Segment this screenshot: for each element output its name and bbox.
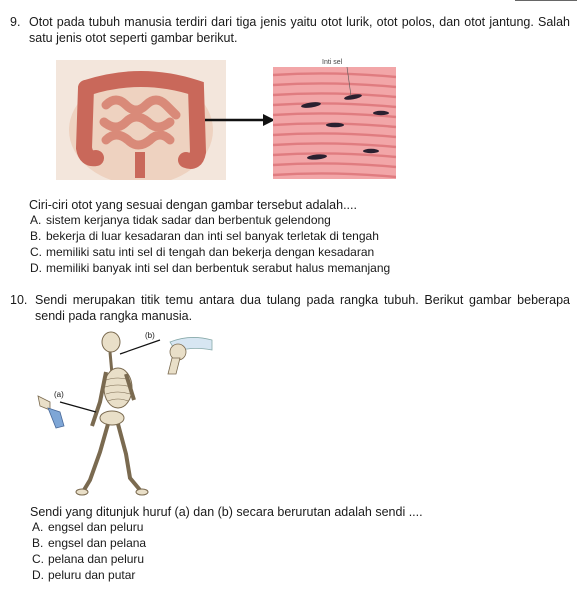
pointer-a xyxy=(60,402,96,412)
question-text: Otot pada tubuh manusia terdiri dari tiga jenis yaitu otot lurik, otot polos, dan otot jantung. Salah satu jenis otot seperti gambar berikut. xyxy=(29,15,570,45)
top-border-line xyxy=(515,0,577,1)
leg-left xyxy=(84,424,108,490)
question-9 xyxy=(10,14,570,46)
question-10 xyxy=(10,292,570,324)
pelvis xyxy=(100,411,124,425)
elbow-joint-inset xyxy=(38,396,64,428)
q10-option-c[interactable]: C. pelana dan peluru xyxy=(32,552,145,566)
skull xyxy=(102,332,120,352)
question-number: 10. xyxy=(10,293,28,307)
muscle-tissue-figure xyxy=(273,67,396,179)
pointer-arrow xyxy=(205,113,275,127)
question-10-prompt: Sendi yang ditunjuk huruf (a) dan (b) secara berurutan adalah sendi .... xyxy=(30,505,423,519)
question-text: Sendi merupakan titik temu antara dua tulang pada rangka tubuh. Berikut gambar beberapa sendi pada rangka manusia. xyxy=(35,293,570,323)
q9-option-a[interactable]: A. sistem kerjanya tidak sadar dan berbentuk gelendong xyxy=(30,213,331,227)
intestine-figure xyxy=(56,60,226,180)
skeleton xyxy=(76,332,148,495)
label-b: (b) xyxy=(145,331,155,340)
q9-option-d[interactable]: D. memiliki banyak inti sel dan berbentuk serabut halus memanjang xyxy=(30,261,391,275)
q9-option-b[interactable]: B. bekerja di luar kesadaran dan inti sel banyak terletak di tengah xyxy=(30,229,379,243)
skeleton-figure xyxy=(30,330,220,502)
nucleus-label: Inti sel xyxy=(322,59,343,66)
q10-option-d[interactable]: D. peluru dan putar xyxy=(32,568,136,582)
leg-right xyxy=(118,424,140,490)
question-number: 9. xyxy=(10,15,21,29)
pointer-b xyxy=(120,340,160,354)
q9-option-c[interactable]: C. memiliki satu inti sel di tengah dan bekerja dengan kesadaran xyxy=(30,245,375,259)
shoulder-joint-inset xyxy=(168,337,212,374)
label-a: (a) xyxy=(54,390,64,399)
q10-option-a[interactable]: A. engsel dan peluru xyxy=(32,520,144,534)
question-9-prompt: Ciri-ciri otot yang sesuai dengan gambar tersebut adalah.... xyxy=(29,198,357,212)
q10-option-b[interactable]: B. engsel dan pelana xyxy=(32,536,147,550)
